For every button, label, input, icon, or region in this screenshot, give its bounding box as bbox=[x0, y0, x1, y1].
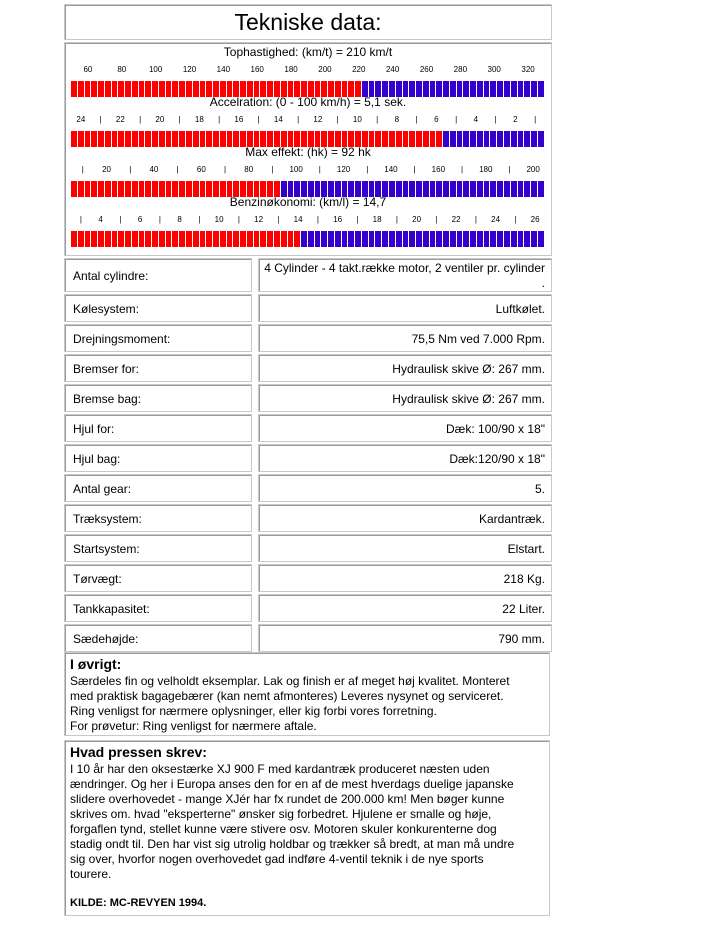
gauge-segment-empty bbox=[524, 231, 530, 247]
gauge-tick: 280 bbox=[453, 65, 468, 74]
gauge-segment-empty bbox=[335, 231, 341, 247]
gauge-segment-empty bbox=[416, 231, 422, 247]
gauge-tick: 140 bbox=[216, 65, 231, 74]
gauge-segment-empty bbox=[538, 231, 544, 247]
spec-value: 218 Kg. bbox=[258, 564, 552, 592]
gauge-tick: 120 bbox=[182, 65, 197, 74]
spec-row bbox=[64, 534, 552, 562]
presse-line: tourere. bbox=[70, 867, 112, 881]
gauge-tick: | bbox=[435, 215, 438, 224]
gauge-tick: 320 bbox=[521, 65, 535, 74]
ovrigt-heading: I øvrigt: bbox=[70, 656, 122, 672]
gauge-segment-filled bbox=[71, 231, 77, 247]
gauge-segment-empty bbox=[301, 231, 307, 247]
gauge-tick: 20 bbox=[102, 165, 111, 174]
gauge-tick: 14 bbox=[293, 215, 303, 224]
gauge-segment-empty bbox=[328, 231, 334, 247]
spec-value: Dæk: 100/90 x 18" bbox=[258, 414, 552, 442]
spec-row bbox=[64, 474, 552, 502]
gauge-tick: 160 bbox=[250, 65, 264, 74]
gauge-tick: | bbox=[176, 165, 179, 174]
gauge-segment-empty bbox=[362, 231, 368, 247]
gauge-segment-filled bbox=[152, 231, 158, 247]
gauge-segment-filled bbox=[260, 231, 266, 247]
gauge-segment-filled bbox=[274, 231, 280, 247]
spec-label: Bremse bag: bbox=[64, 384, 252, 412]
presse-section bbox=[64, 740, 550, 916]
gauge-tick: | bbox=[461, 165, 464, 174]
gauge-tick: 160 bbox=[431, 165, 446, 174]
gauge-ticks bbox=[71, 165, 545, 179]
gauge-segment-empty bbox=[342, 231, 348, 247]
gauge-tick: 20 bbox=[155, 115, 165, 124]
gauge-tick: 120 bbox=[336, 165, 351, 174]
gauge-segment-filled bbox=[200, 231, 206, 247]
spec-value: Kardantræk. bbox=[258, 504, 552, 532]
gauge-tick: 4 bbox=[473, 115, 479, 124]
spec-label: Bremser for: bbox=[64, 354, 252, 382]
spec-row bbox=[64, 444, 552, 472]
gauge-segment-empty bbox=[470, 231, 476, 247]
spec-label: Kølesystem: bbox=[64, 294, 252, 322]
gauge-tick: | bbox=[237, 215, 240, 224]
gauge-segment-filled bbox=[227, 231, 233, 247]
gauge-tick: | bbox=[415, 115, 418, 124]
gauge-tick: | bbox=[224, 165, 227, 174]
spec-label: Antal cylindre: bbox=[64, 258, 252, 292]
gauge-tick: | bbox=[158, 215, 161, 224]
gauge-segment-filled bbox=[91, 231, 97, 247]
spec-label: Træksystem: bbox=[64, 504, 252, 532]
gauge-tick: | bbox=[474, 215, 477, 224]
gauge-tick: | bbox=[79, 215, 82, 224]
gauge-segment-filled bbox=[247, 231, 253, 247]
gauge-segment-empty bbox=[477, 231, 483, 247]
spec-label: Hjul bag: bbox=[64, 444, 252, 472]
gauge-tick: | bbox=[271, 165, 274, 174]
spec-row bbox=[64, 294, 552, 322]
gauge-tick: 240 bbox=[385, 65, 400, 74]
gauge-tick: 100 bbox=[289, 165, 303, 174]
gauge-tick: 220 bbox=[352, 65, 366, 74]
spec-label: Startsystem: bbox=[64, 534, 252, 562]
page-title: Tekniske data: bbox=[64, 4, 552, 40]
gauge-tick: 12 bbox=[254, 215, 264, 224]
gauge-segment-empty bbox=[375, 231, 381, 247]
gauge-segment-empty bbox=[463, 231, 469, 247]
gauge-tick: 40 bbox=[149, 165, 159, 174]
gauge-tick: | bbox=[129, 165, 132, 174]
gauge-tick: | bbox=[494, 115, 497, 124]
gauge-tick: 16 bbox=[333, 215, 343, 224]
gauge-segment-filled bbox=[172, 231, 178, 247]
gauge-segment-empty bbox=[518, 231, 524, 247]
gauge-tick: 180 bbox=[284, 65, 298, 74]
gauge-segment-filled bbox=[85, 231, 91, 247]
gauge-tick: | bbox=[534, 115, 537, 124]
gauge-segment-filled bbox=[166, 231, 172, 247]
gauge-ticks bbox=[71, 115, 545, 129]
spec-row bbox=[64, 324, 552, 352]
spec-label: Antal gear: bbox=[64, 474, 252, 502]
gauge-segment-filled bbox=[179, 231, 185, 247]
gauge-segment-filled bbox=[233, 231, 239, 247]
gauge-tick: 22 bbox=[115, 115, 125, 124]
gauge-tick: 10 bbox=[214, 215, 224, 224]
gauge-tick: 260 bbox=[419, 65, 434, 74]
gauge-segment-empty bbox=[450, 231, 456, 247]
spec-value: 75,5 Nm ved 7.000 Rpm. bbox=[258, 324, 552, 352]
gauge-segment-empty bbox=[511, 231, 517, 247]
gauge-label: Benzinøkonomi: (km/l) = 14,7 bbox=[229, 195, 387, 209]
source-credit: KILDE: MC-REVYEN 1994. bbox=[70, 897, 207, 909]
gauge-tick: | bbox=[139, 115, 142, 124]
gauge-tick: | bbox=[119, 215, 122, 224]
gauge-tick: | bbox=[366, 165, 369, 174]
gauge-segment-empty bbox=[484, 231, 490, 247]
spec-value: Luftkølet. bbox=[258, 294, 552, 322]
gauge-tick: 18 bbox=[372, 215, 382, 224]
gauge-segment-empty bbox=[308, 231, 314, 247]
gauge-segment-empty bbox=[504, 231, 510, 247]
ovrigt-section bbox=[64, 652, 550, 736]
gauge-segment-filled bbox=[267, 231, 273, 247]
gauge-segment-filled bbox=[139, 231, 145, 247]
spec-row bbox=[64, 624, 552, 652]
gauge-segment-filled bbox=[159, 231, 165, 247]
gauge-segment-empty bbox=[531, 231, 537, 247]
ovrigt-line: For prøvetur: Ring venligst for nærmere aftale. bbox=[70, 719, 317, 733]
gauge-segment-empty bbox=[355, 231, 361, 247]
gauge-segment-empty bbox=[321, 231, 327, 247]
gauge-segment-empty bbox=[497, 231, 503, 247]
presse-line: slidere overhovedet - mange XJér har fx rundet de 200.000 km! Men bøger kunne bbox=[70, 792, 505, 806]
spec-label: Tankkapasitet: bbox=[64, 594, 252, 622]
gauge-tick: 4 bbox=[98, 215, 103, 224]
tech-data-table bbox=[64, 2, 552, 930]
spec-value: 22 Liter. bbox=[258, 594, 552, 622]
gauge-tick: | bbox=[218, 115, 221, 124]
gauge-segment-filled bbox=[145, 231, 151, 247]
gauge-tick: 100 bbox=[148, 65, 163, 74]
gauge-tick: 16 bbox=[234, 115, 244, 124]
gauge-tick: 200 bbox=[318, 65, 332, 74]
gauge-tick: 24 bbox=[491, 215, 501, 224]
gauge-segment-filled bbox=[213, 231, 219, 247]
gauge-segment-empty bbox=[403, 231, 409, 247]
gauge-label: Tophastighed: (km/t) = 210 km/t bbox=[223, 45, 393, 59]
gauge-tick: 6 bbox=[434, 115, 439, 124]
gauge-segment-empty bbox=[409, 231, 415, 247]
gauge-segment-empty bbox=[382, 231, 388, 247]
gauge-tick: 22 bbox=[451, 215, 461, 224]
gauge-segment-empty bbox=[423, 231, 429, 247]
gauge-tick: | bbox=[297, 115, 300, 124]
spec-row bbox=[64, 354, 552, 382]
gauge-segment-filled bbox=[254, 231, 260, 247]
gauge-segment-filled bbox=[294, 231, 300, 247]
gauge-segment-empty bbox=[443, 231, 449, 247]
gauge-segment-filled bbox=[206, 231, 212, 247]
gauge-segment-filled bbox=[105, 231, 111, 247]
gauge-tick: 6 bbox=[137, 215, 143, 224]
spec-value: 4 Cylinder - 4 takt.række motor, 2 ventiler pr. cylinder . bbox=[258, 258, 552, 292]
gauge-ticks bbox=[71, 215, 545, 229]
gauge-segment-filled bbox=[240, 231, 246, 247]
gauge-label: Max effekt: (hk) = 92 hk bbox=[245, 145, 371, 159]
presse-line: ændringer. Og her i Europa anses den for en af de mest hverdags duelige japanske bbox=[70, 777, 514, 791]
gauge-tick: | bbox=[356, 215, 359, 224]
gauge-segment-empty bbox=[457, 231, 463, 247]
gauge-segment-empty bbox=[436, 231, 442, 247]
spec-value: 790 mm. bbox=[258, 624, 552, 652]
presse-line: stadig ondt til. Den har vist sig utrolig holdbar og trækker så bredt, at man må undre bbox=[70, 837, 515, 851]
gauge-tick: | bbox=[395, 215, 398, 224]
gauge-tick: | bbox=[99, 115, 102, 124]
gauge-segment-filled bbox=[118, 231, 124, 247]
spec-value: Hydraulisk skive Ø: 267 mm. bbox=[258, 384, 552, 412]
gauge-ticks bbox=[71, 65, 545, 79]
gauge-tick: | bbox=[81, 165, 84, 174]
gauge-tick: 180 bbox=[479, 165, 493, 174]
spec-value: Elstart. bbox=[258, 534, 552, 562]
gauge-tick: 60 bbox=[83, 65, 93, 74]
gauge-tick: 60 bbox=[196, 165, 206, 174]
gauge-segment-filled bbox=[98, 231, 104, 247]
presse-line: forgaflen tynd, stellet kunne være stivere osv. Motoren skuler konkurenterne dog bbox=[70, 822, 497, 836]
presse-line: sig over, hvorfor nogen overhovedet gad indføre 4-ventil teknik i de nye sports bbox=[70, 852, 484, 866]
gauge-tick: 200 bbox=[526, 165, 540, 174]
spec-row bbox=[64, 564, 552, 592]
spec-label: Hjul for: bbox=[64, 414, 252, 442]
gauge-tick: | bbox=[316, 215, 319, 224]
gauge-tick: | bbox=[508, 165, 511, 174]
gauge-tick: | bbox=[336, 115, 339, 124]
gauge-tick: 18 bbox=[194, 115, 204, 124]
gauge-tick: 24 bbox=[76, 115, 86, 124]
spec-row bbox=[64, 258, 552, 292]
gauge-segment-filled bbox=[78, 231, 84, 247]
ovrigt-line: med praktisk bagagebærer (kan nemt afmonteres) Leveres nysynet og serviceret. bbox=[70, 689, 504, 703]
gauge-label: Accelration: (0 - 100 km/h) = 5,1 sek. bbox=[209, 95, 407, 109]
gauge-tick: 2 bbox=[513, 115, 518, 124]
gauge-segment-filled bbox=[288, 231, 294, 247]
spec-label: Drejningsmoment: bbox=[64, 324, 252, 352]
gauge-tick: | bbox=[376, 115, 379, 124]
gauge-segment-filled bbox=[125, 231, 131, 247]
ovrigt-line: Særdeles fin og velholdt eksemplar. Lak og finish er af meget høj kvalitet. Monteret bbox=[70, 674, 510, 688]
presse-line: I 10 år har den oksestærke XJ 900 F med kardantræk produceret næsten uden bbox=[70, 762, 490, 776]
gauge-segment-empty bbox=[348, 231, 354, 247]
gauge-tick: 12 bbox=[313, 115, 323, 124]
gauge-segment-empty bbox=[369, 231, 375, 247]
gauge-segment-filled bbox=[281, 231, 287, 247]
presse-heading: Hvad pressen skrev: bbox=[70, 744, 207, 760]
gauge-tick: 14 bbox=[273, 115, 283, 124]
gauge-tick: 140 bbox=[384, 165, 398, 174]
gauge-segment-filled bbox=[186, 231, 192, 247]
spec-row bbox=[64, 414, 552, 442]
gauge-segment-empty bbox=[490, 231, 496, 247]
gauges-panel bbox=[64, 42, 552, 256]
gauge-tick: | bbox=[277, 215, 280, 224]
spec-value: Hydraulisk skive Ø: 267 mm. bbox=[258, 354, 552, 382]
gauge-segment-empty bbox=[396, 231, 402, 247]
gauge-tick: 80 bbox=[117, 65, 127, 74]
presse-line: skrives om. hvad "eksperterne" ønsker sig forbedret. Hjulene er smalle og høje, bbox=[70, 807, 492, 821]
spec-row bbox=[64, 384, 552, 412]
gauge-tick: | bbox=[198, 215, 201, 224]
gauge-tick: 26 bbox=[530, 215, 540, 224]
gauge-tick: 20 bbox=[412, 215, 422, 224]
gauge-segment-empty bbox=[430, 231, 436, 247]
spec-value: 5. bbox=[258, 474, 552, 502]
gauge-tick: | bbox=[178, 115, 181, 124]
gauge-tick: 8 bbox=[177, 215, 182, 224]
gauge-tick: | bbox=[455, 115, 458, 124]
spec-row bbox=[64, 594, 552, 622]
spec-label: Sædehøjde: bbox=[64, 624, 252, 652]
gauge-segment-empty bbox=[389, 231, 395, 247]
ovrigt-line: Ring venligst for nærmere oplysninger, eller kig forbi vores forretning. bbox=[70, 704, 437, 718]
gauge-tick: | bbox=[514, 215, 517, 224]
gauge-tick: | bbox=[257, 115, 260, 124]
gauge-tick: 80 bbox=[244, 165, 254, 174]
spec-value: Dæk:120/90 x 18" bbox=[258, 444, 552, 472]
spec-row bbox=[64, 504, 552, 532]
gauge-segment-empty bbox=[315, 231, 321, 247]
spec-label: Tørvægt: bbox=[64, 564, 252, 592]
gauge-segment-filled bbox=[220, 231, 226, 247]
gauge-bar bbox=[71, 231, 545, 247]
gauge-tick: 10 bbox=[352, 115, 362, 124]
gauge-tick: | bbox=[318, 165, 321, 174]
gauge-segment-filled bbox=[112, 231, 118, 247]
gauge-tick: 300 bbox=[487, 65, 501, 74]
gauge-segment-filled bbox=[132, 231, 138, 247]
gauge-tick: 8 bbox=[394, 115, 400, 124]
gauge-segment-filled bbox=[193, 231, 199, 247]
gauge-tick: | bbox=[413, 165, 416, 174]
